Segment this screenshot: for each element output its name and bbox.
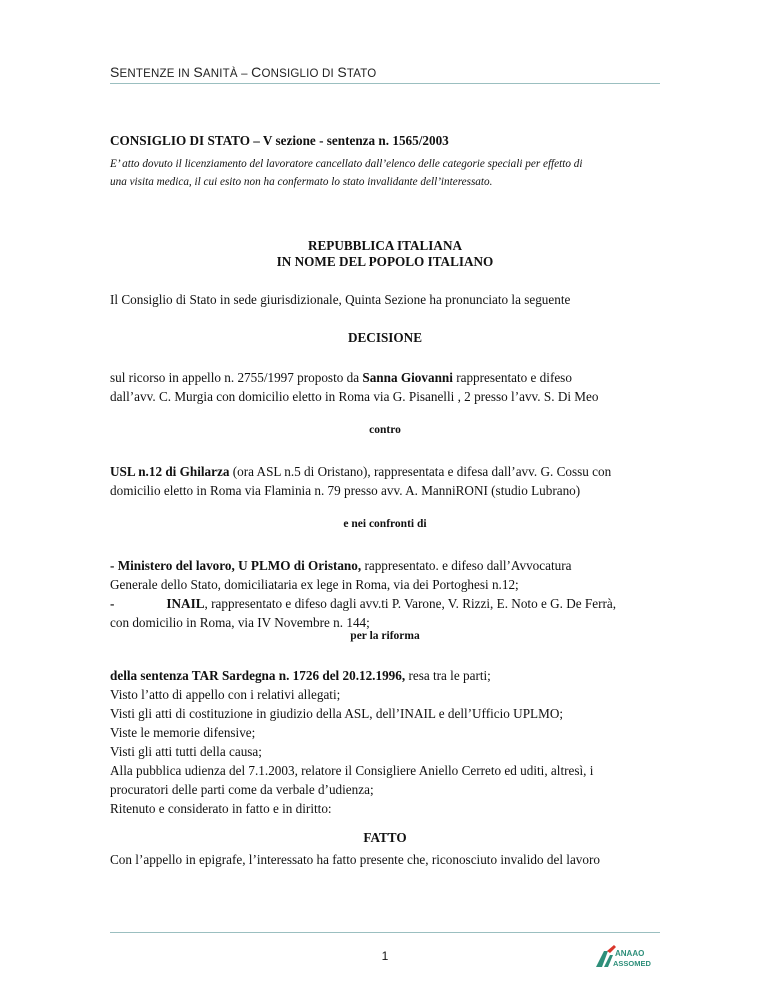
running-header: SENTENZE IN SANITÀ – CONSIGLIO DI STATO xyxy=(110,64,377,80)
fatto-heading: FATTO xyxy=(363,830,407,845)
considerations-paragraph: della sentenza TAR Sardegna n. 1726 del 20.12.1996, resa tra le parti; Visto l’atto di appello con i relativi allegati; Visti gli atti di costituzione in giudizio della ASL, dell’INAIL e dell’Ufficio UPLMO; Viste le memorie difensive; Visti gli atti tutti della causa; Alla pubblica udienza del 7.1.2003, relatore il Consigliere Aniello Cerreto ed uditi, altresì, i procuratori delle parti come da verbale d’udienza; Ritenuto e considerato in fatto e in diritto: xyxy=(110,668,594,816)
page-number: 1 xyxy=(381,949,389,963)
confronti-heading: e nei confronti di xyxy=(343,518,427,530)
document-title: CONSIGLIO DI STATO – V sezione - sentenza n. 1565/2003 xyxy=(110,133,449,148)
summary: E’ atto dovuto il licenziamento del lavoratore cancellato dall’elenco delle categorie speciali per effetto di una visita medica, il cui esito non ha confermato lo stato invalidante dell’interessato. xyxy=(110,158,583,188)
logo-text-top: ANAAO xyxy=(615,949,645,958)
usl-paragraph: USL n.12 di Ghilarza (ora ASL n.5 di Oristano), rappresentata e difesa dall’avv. G. Cossu con domicilio eletto in Roma via Flaminia n. 79 presso avv. A. ManniRONI (studio Lubrano) xyxy=(110,464,612,498)
fatto-paragraph: Con l’appello in epigrafe, l’interessato ha fatto presente che, riconosciuto invalido del lavoro xyxy=(110,852,600,867)
header-rule xyxy=(110,83,660,84)
anaao-assomed-logo xyxy=(594,941,660,971)
logo-mark-icon xyxy=(594,941,660,971)
intro-text: Il Consiglio di Stato in sede giurisdizionale, Quinta Sezione ha pronunciato la seguente xyxy=(110,292,571,307)
footer-rule xyxy=(110,932,660,933)
parties-paragraph: - Ministero del lavoro, U PLMO di Oristano, rappresentato. e difeso dall’Avvocatura Generale dello Stato, domiciliataria ex lege in Roma, via dei Portoghesi n.12; - INAIL, rappresentato e difeso dagli avv.ti P. Varone, V. Rizzi, E. Noto e G. De Ferrà, con domicilio in Roma, via IV Novembre n. 144; xyxy=(110,558,617,630)
decisione-heading: DECISIONE xyxy=(347,330,423,345)
ricorso-paragraph: sul ricorso in appello n. 2755/1997 proposto da Sanna Giovanni rappresentato e difeso dall’avv. C. Murgia con domicilio eletto in Roma via G. Pisanelli , 2 presso l’avv. S. Di Meo xyxy=(110,370,599,404)
logo-text-bottom: ASSOMED xyxy=(613,959,651,968)
republic-heading: REPUBBLICA ITALIANA IN NOME DEL POPOLO ITALIANO xyxy=(276,238,494,269)
contro-heading: contro xyxy=(369,424,401,436)
riforma-heading: per la riforma xyxy=(350,630,420,642)
